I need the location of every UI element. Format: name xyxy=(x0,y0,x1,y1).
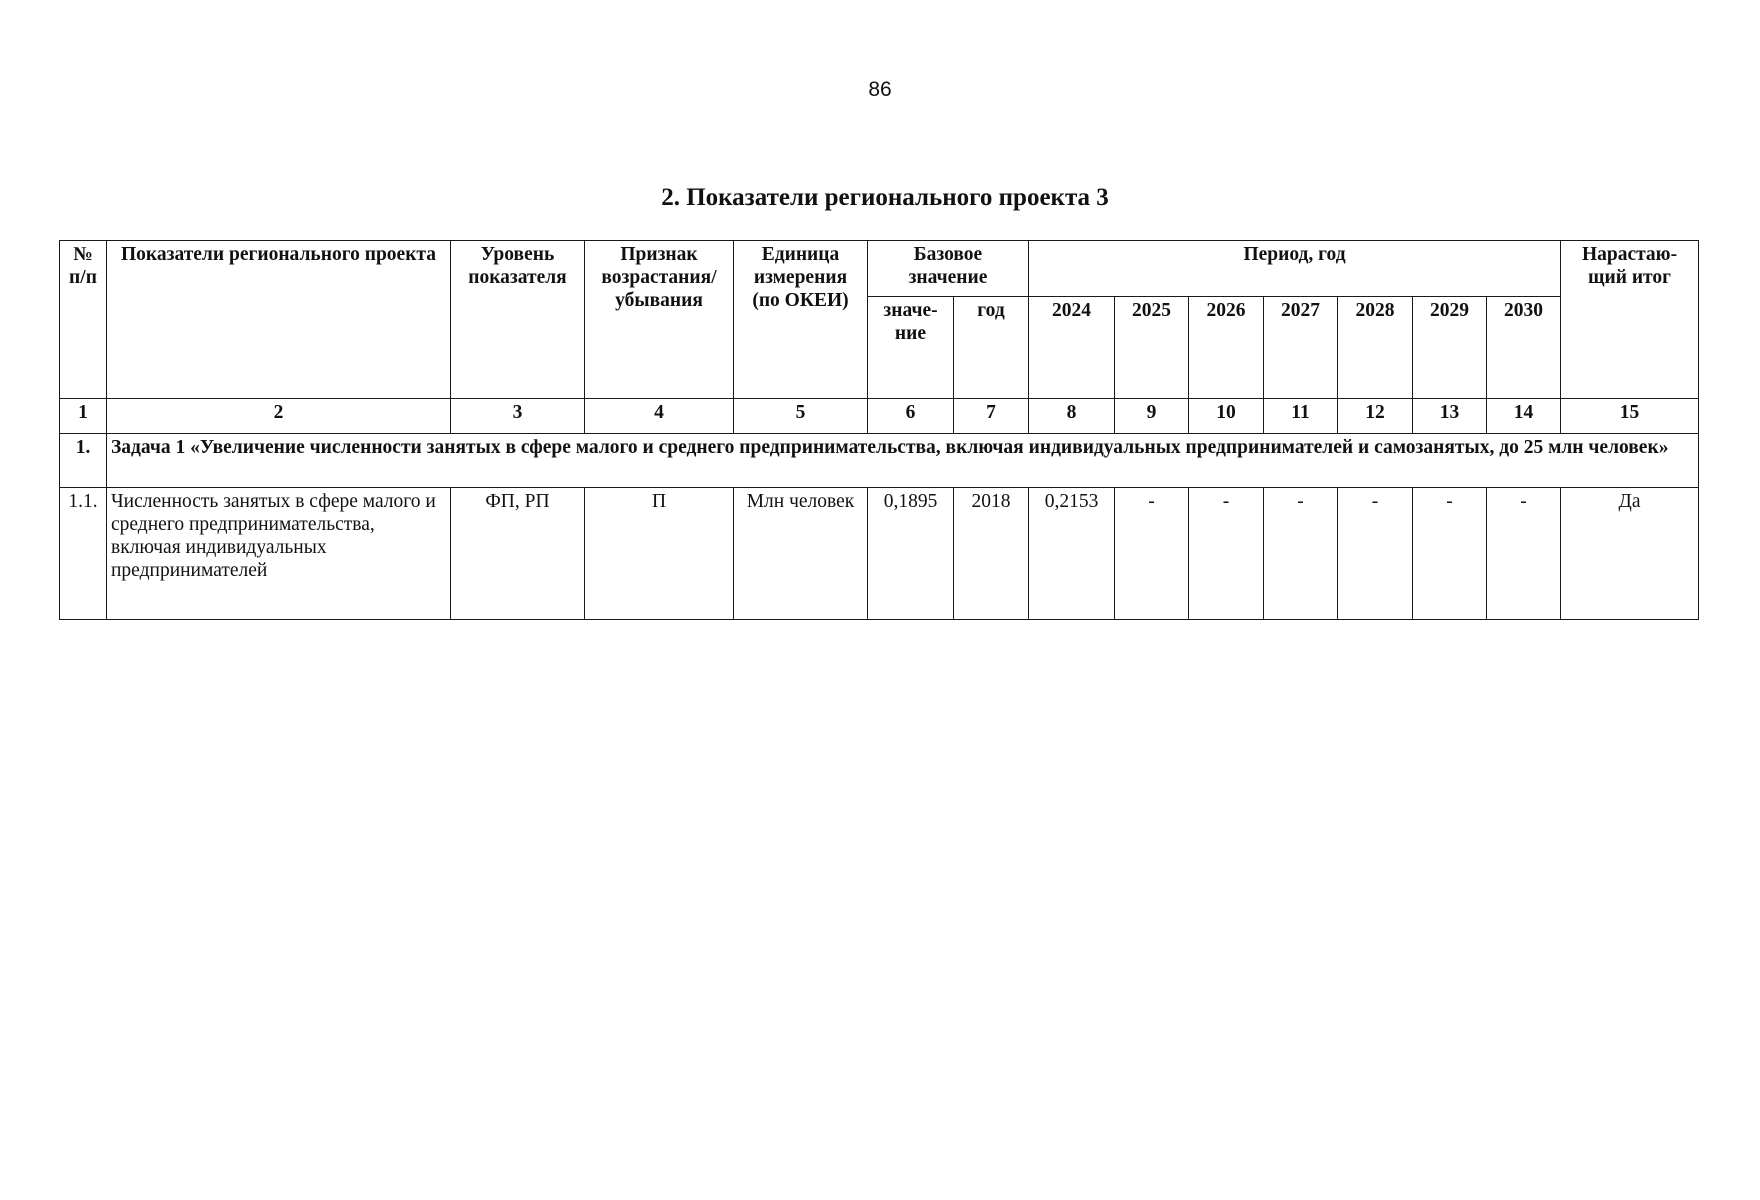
year-value: - xyxy=(1115,488,1189,620)
year-value: - xyxy=(1189,488,1264,620)
column-number: 7 xyxy=(954,399,1029,434)
column-number-row xyxy=(60,399,1699,434)
cumulative-flag: Да xyxy=(1561,488,1699,620)
indicator-name: Численность занятых в сфере малого и среднего предпринимательства, включая индивидуальных предпринимателей xyxy=(107,488,451,620)
header-year: 2025 xyxy=(1115,297,1189,399)
header-year: 2028 xyxy=(1338,297,1413,399)
year-value: - xyxy=(1338,488,1413,620)
column-number: 12 xyxy=(1338,399,1413,434)
year-value: - xyxy=(1487,488,1561,620)
column-number: 4 xyxy=(585,399,734,434)
column-number: 8 xyxy=(1029,399,1115,434)
year-value: - xyxy=(1413,488,1487,620)
table-row xyxy=(60,488,1699,620)
header-base: Базовое значение xyxy=(868,241,1029,297)
header-year: 2026 xyxy=(1189,297,1264,399)
indicators-table xyxy=(59,240,1699,620)
header-unit: Единица измерения (по ОКЕИ) xyxy=(734,241,868,399)
header-level: Уровень показателя xyxy=(451,241,585,399)
year-value: - xyxy=(1264,488,1338,620)
task-number: 1. xyxy=(60,434,107,488)
header-year: 2024 xyxy=(1029,297,1115,399)
column-number: 11 xyxy=(1264,399,1338,434)
header-base-value: значе- ние xyxy=(868,297,954,399)
column-number: 2 xyxy=(107,399,451,434)
document-title: 2. Показатели регионального проекта 3 xyxy=(661,184,1109,211)
task-text: Задача 1 «Увеличение численности занятых в сфере малого и среднего предпринимательства, включая индивидуальных предпринимателей и самозанятых, до 25 млн человек» xyxy=(107,434,1699,488)
column-number: 3 xyxy=(451,399,585,434)
header-num: № п/п xyxy=(60,241,107,399)
row-number: 1.1. xyxy=(60,488,107,620)
task-row xyxy=(60,434,1699,488)
header-base-year: год xyxy=(954,297,1029,399)
header-year: 2030 xyxy=(1487,297,1561,399)
unit: Млн человек xyxy=(734,488,868,620)
column-number: 1 xyxy=(60,399,107,434)
header-year: 2029 xyxy=(1413,297,1487,399)
column-number: 6 xyxy=(868,399,954,434)
column-number: 9 xyxy=(1115,399,1189,434)
column-number: 5 xyxy=(734,399,868,434)
column-number: 15 xyxy=(1561,399,1699,434)
header-indicator: Показатели регионального проекта xyxy=(107,241,451,399)
indicator-level: ФП, РП xyxy=(451,488,585,620)
column-number: 10 xyxy=(1189,399,1264,434)
year-value: 0,2153 xyxy=(1029,488,1115,620)
header-period: Период, год xyxy=(1029,241,1561,297)
column-number: 14 xyxy=(1487,399,1561,434)
page-number: 86 xyxy=(868,78,892,101)
header-trend: Признак возрастания/ убывания xyxy=(585,241,734,399)
column-number: 13 xyxy=(1413,399,1487,434)
header-year: 2027 xyxy=(1264,297,1338,399)
header-cumulative: Нарастаю- щий итог xyxy=(1561,241,1699,399)
trend-sign: П xyxy=(585,488,734,620)
base-value: 0,1895 xyxy=(868,488,954,620)
base-year: 2018 xyxy=(954,488,1029,620)
